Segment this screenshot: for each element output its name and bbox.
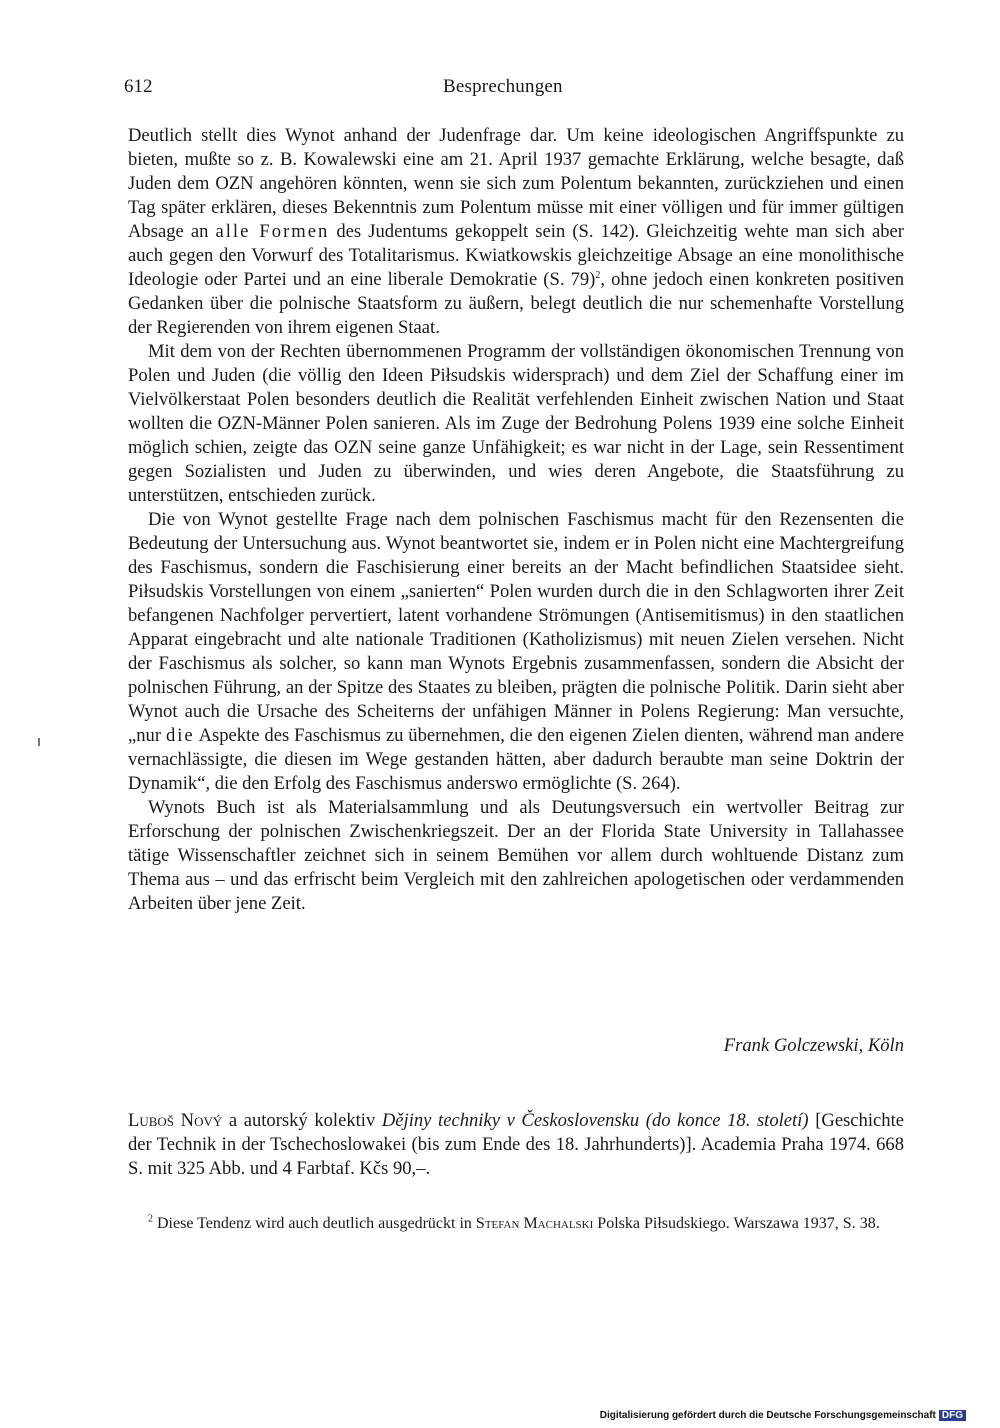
book-title: Dějiny techniky v Československu (do konce 18. století) <box>381 1110 809 1131</box>
spaced-emphasis: alle Formen <box>215 221 330 242</box>
paragraph-2: Mit dem von der Rechten übernommenen Programm der vollständigen ökonomischen Trennung von Polen und Juden (die völlig den Ideen Piłsudskis widersprach) und dem Ziel der Schaffung einer im Vielvölkerstaat Polen besonders deutlich die Realität verfehlenden Einheit zwischen Nation und Staat wollten die OZN-Männer Polen sanieren. Als im Zuge der Bedrohung Polens 1939 eine solche Einheit möglich schien, zeigte das OZN seine ganze Unfähigkeit; es war nicht in der Lage, sein Ressentiment gegen Sozialisten und Juden zu überwinden, und wies deren Angebote, die Staatsführung zu unterstützen, entschieden zurück. <box>128 341 904 506</box>
footnote-ref: 2 <box>595 269 601 281</box>
running-title: Besprechungen <box>443 76 563 97</box>
paragraph-1-text-b: des Judentums gekoppelt sein (S. 142). Gleichzeitig wehte man sich aber auch gegen den Vorwurf des Totalitarismus. Kwiatkowskis gleichzeitige Absage an eine monolithische Ideologie oder Partei und an eine liberale Demokratie (S. 79) <box>128 221 904 290</box>
next-review-heading <box>128 1109 904 1181</box>
paragraph-3 <box>128 508 904 796</box>
book-author: Luboš Nový <box>128 1110 223 1131</box>
paragraph-1 <box>128 124 904 340</box>
footnote-text-b: Polska Piłsudskiego. Warszawa 1937, S. 38. <box>593 1215 880 1232</box>
footnote-text-a: Diese Tendenz wird auch deutlich ausgedrückt in <box>153 1215 476 1232</box>
page-number: 612 <box>124 76 153 97</box>
paragraph-1-text-c: , ohne jedoch einen konkreten positiven Gedanken über die polnische Staatsform zu äußern, belegt deutlich die nur schemenhafte Vorstellung der Regierenden von ihrem eigenen Staat. <box>128 269 904 338</box>
reviewer-signature: Frank Golczewski, Köln <box>723 1035 904 1056</box>
digitization-text: Digitalisierung gefördert durch die Deutsche Forschungsgemeinschaft <box>599 1410 936 1421</box>
spaced-emphasis: die <box>165 725 195 746</box>
paragraph-3-text-b: Aspekte des Faschismus zu übernehmen, die den eigenen Zielen dienten, während man andere vernachlässigte, die diesen im Wege gestanden hätten, aber dadurch beraubte man seine Doktrin der Dynamik“, die den Erfolg des Faschismus anderswo ermöglichte (S. 264). <box>128 725 905 794</box>
footnote <box>128 1213 904 1235</box>
dfg-logo: DFG <box>939 1410 966 1421</box>
paragraph-4: Wynots Buch ist als Materialsammlung und als Deutungsversuch ein wertvoller Beitrag zur Erforschung der polnischen Zwischenkriegszeit. Der an der Florida State University in Tallahassee tätige Wissenschaftler zeichnet sich in seinem Bemühen vor allem durch wohltuende Distanz zum Thema aus – und das erfrischt beim Vergleich mit den zahlreichen apologetischen oder verdammenden Arbeiten über jene Zeit. <box>128 797 904 914</box>
paragraph-3-text-a: Die von Wynot gestellte Frage nach dem polnischen Faschismus macht für den Rezensenten die Bedeutung der Untersuchung aus. Wynot beantwortet sie, indem er in Polen nicht eine Machtergreifung des Faschismus, sondern die Faschisierung einer bereits an der Macht befindlichen Staatsidee sieht. Piłsudskis Vorstellungen von einem „sanierten“ Polen wurden durch die in den Schlagworten ihrer Zeit befangenen Nachfolger pervertiert, latent vorhandene Strömungen (Antisemitismus) in den staatlichen Apparat eingebracht und alte nationale Traditionen (Katholizismus) mit neuen Zielen versehen. Nicht der Faschismus als solcher, so kann man Wynots Ergebnis zusammenfassen, sondern die Absicht der polnischen Führung, an der Spitze des Staates zu bleiben, prägten die polnische Politik. Darin sieht aber Wynot auch die Ursache des Scheiterns der unfähigen Männer in Polens Regierung: Man versuchte, „nur <box>128 509 904 746</box>
footnote-author: Stefan Machalski <box>475 1215 594 1232</box>
book-details: [Geschichte der Technik in der Tschechoslowakei (bis zum Ende des 18. Jahrhunderts)]. Academia Praha 1974. 668 S. mit 325 Abb. und 4 Farbtaf. Kčs 90,–. <box>128 1110 904 1179</box>
paragraph-1-text-a: Deutlich stellt dies Wynot anhand der Judenfrage dar. Um keine ideologischen Angriffspunkte zu bieten, mußte so z. B. Kowalewski eine am 21. April 1937 gemachte Erklärung, welche besagte, daß Juden dem OZN angehören könnten, wenn sie sich zum Polentum bekannten, zurückziehen und einen Tag später erklären, dieses Bekenntnis zum Polentum müsse mit einer völligen und für immer gültigen Absage an <box>128 125 904 242</box>
footnote-number: 2 <box>148 1213 153 1225</box>
review-body <box>128 124 904 916</box>
margin-mark <box>38 738 40 746</box>
digitization-notice <box>600 1410 966 1421</box>
heading-conjunction: a autorský kolektiv <box>222 1110 382 1131</box>
